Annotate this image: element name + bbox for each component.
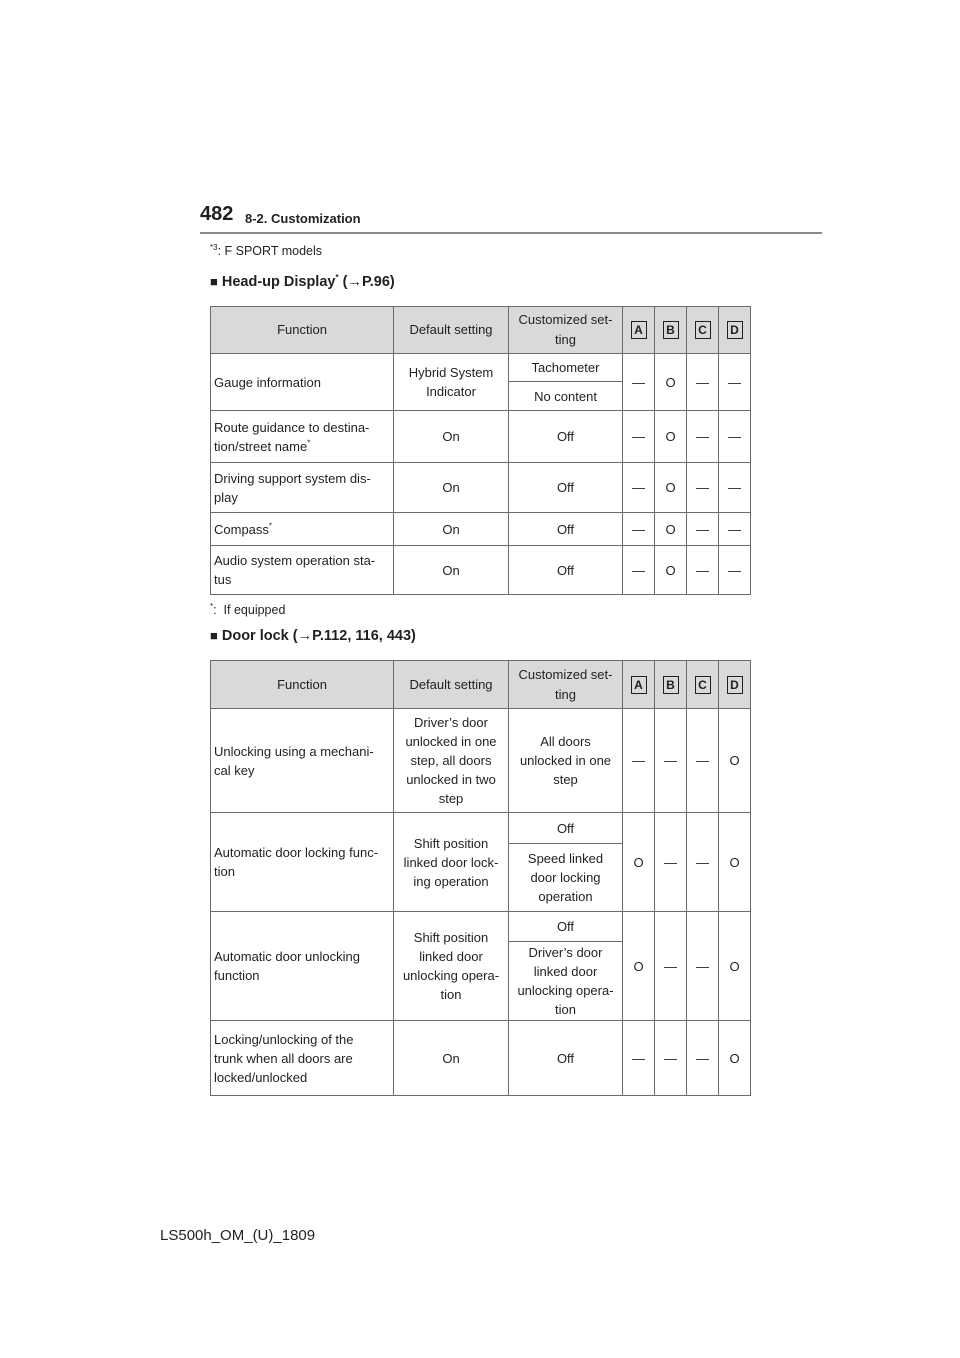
cell-function: [211, 411, 394, 463]
cell-default: Shift position linked door lock- ing operation: [394, 813, 509, 912]
cell-mark-c: —: [687, 546, 719, 595]
cell-custom: Off: [509, 546, 623, 595]
cell-mark-c: —: [687, 709, 719, 813]
cell-custom: Off: [509, 513, 623, 546]
boxed-letter-d: D: [727, 676, 743, 694]
cell-function: Audio system operation sta- tus: [211, 546, 394, 595]
boxed-letter-d: D: [727, 321, 743, 339]
cell-mark-b: —: [655, 912, 687, 1021]
header-default-setting: Default setting: [394, 307, 509, 354]
door-lock-table: [210, 660, 751, 1096]
cell-mark-a: —: [623, 354, 655, 411]
cell-function: Driving support system dis- play: [211, 463, 394, 513]
cell-custom: Speed linked door locking operation: [509, 844, 623, 912]
boxed-letter-c: C: [695, 321, 711, 339]
cell-default: Shift position linked door unlocking opera- tion: [394, 912, 509, 1021]
header-function: Function: [211, 307, 394, 354]
cell-custom: Off: [509, 411, 623, 463]
cell-function: Automatic door locking func- tion: [211, 813, 394, 912]
cell-default: Driver’s door unlocked in one step, all doors unlocked in two step: [394, 709, 509, 813]
if-equipped-footnote: [210, 603, 285, 617]
cell-mark-a: —: [623, 411, 655, 463]
cell-mark-d: O: [719, 813, 751, 912]
table-header-row: [211, 661, 751, 709]
cell-mark-d: O: [719, 1021, 751, 1096]
cell-mark-c: —: [687, 1021, 719, 1096]
function-sup: *: [268, 521, 273, 531]
cell-mark-d: —: [719, 463, 751, 513]
cell-custom: Off: [509, 912, 623, 942]
cell-mark-a: —: [623, 709, 655, 813]
header-a: [623, 661, 655, 709]
cell-default: On: [394, 513, 509, 546]
cell-mark-d: O: [719, 912, 751, 1021]
cell-custom: Off: [509, 463, 623, 513]
function-text: Route guidance to destina- tion/street name: [214, 419, 370, 454]
heading-sup: *: [335, 273, 339, 283]
cell-function: Automatic door unlocking function: [211, 912, 394, 1021]
cell-function: Unlocking using a mechani- cal key: [211, 709, 394, 813]
function-text: Compass: [214, 521, 269, 537]
cell-mark-b: O: [655, 463, 687, 513]
table-row: [211, 813, 751, 844]
footnote-mark: *3: [210, 242, 218, 252]
door-lock-heading: [210, 628, 416, 644]
cell-mark-c: —: [687, 411, 719, 463]
footnote-text: : F SPORT models: [217, 244, 322, 258]
header-rule: [200, 232, 822, 234]
cell-mark-a: —: [623, 513, 655, 546]
header-d: [719, 661, 751, 709]
head-up-display-table: [210, 306, 751, 595]
table-row: [211, 709, 751, 813]
table-row: [211, 546, 751, 595]
table-row: [211, 1021, 751, 1096]
table-header-row: [211, 307, 751, 354]
footnote-text: : If equipped: [213, 603, 286, 617]
header-a: [623, 307, 655, 354]
cell-custom: Off: [509, 813, 623, 844]
cell-mark-b: —: [655, 709, 687, 813]
cell-mark-a: —: [623, 1021, 655, 1096]
header-c: [687, 307, 719, 354]
cell-custom: No content: [509, 382, 623, 411]
header-default-setting: Default setting: [394, 661, 509, 709]
cell-mark-a: —: [623, 463, 655, 513]
top-footnote: [210, 244, 322, 258]
square-bullet-icon: ■: [210, 628, 218, 643]
cell-mark-d: —: [719, 546, 751, 595]
table-row: [211, 354, 751, 382]
cell-mark-d: —: [719, 513, 751, 546]
table-row: [211, 912, 751, 942]
cell-default: On: [394, 411, 509, 463]
square-bullet-icon: ■: [210, 274, 218, 289]
cell-mark-d: —: [719, 411, 751, 463]
cell-mark-b: —: [655, 813, 687, 912]
cell-default: On: [394, 1021, 509, 1096]
cell-custom: Driver’s door linked door unlocking opera- tion: [509, 942, 623, 1021]
cell-default: On: [394, 546, 509, 595]
cell-mark-b: O: [655, 546, 687, 595]
boxed-letter-b: B: [663, 676, 679, 694]
boxed-letter-a: A: [631, 676, 647, 694]
cell-mark-d: O: [719, 709, 751, 813]
cell-function: [211, 513, 394, 546]
header-d: [719, 307, 751, 354]
heading-page-ref: (→P.112, 116, 443): [288, 628, 416, 644]
heading-page-ref: (→P.96): [338, 274, 395, 290]
header-b: [655, 307, 687, 354]
header-customized-setting: Customized set- ting: [509, 661, 623, 709]
cell-default: On: [394, 463, 509, 513]
cell-mark-a: —: [623, 546, 655, 595]
function-sup: *: [307, 438, 311, 448]
cell-custom: All doors unlocked in one step: [509, 709, 623, 813]
table-row: [211, 513, 751, 546]
cell-mark-a: O: [623, 912, 655, 1021]
cell-function: Locking/unlocking of the trunk when all doors are locked/unlocked: [211, 1021, 394, 1096]
header-b: [655, 661, 687, 709]
cell-custom: Off: [509, 1021, 623, 1096]
boxed-letter-c: C: [695, 676, 711, 694]
cell-mark-a: O: [623, 813, 655, 912]
cell-default: Hybrid System Indicator: [394, 354, 509, 411]
cell-function: Gauge information: [211, 354, 394, 411]
boxed-letter-b: B: [663, 321, 679, 339]
cell-mark-b: O: [655, 513, 687, 546]
section-heading: 8-2. Customization: [245, 211, 361, 226]
cell-mark-c: —: [687, 813, 719, 912]
header-customized-setting: Customized set- ting: [509, 307, 623, 354]
cell-mark-c: —: [687, 463, 719, 513]
cell-mark-c: —: [687, 912, 719, 1021]
heading-title: Head-up Display: [221, 274, 336, 290]
boxed-letter-a: A: [631, 321, 647, 339]
cell-mark-c: —: [687, 354, 719, 411]
footnote-mark: *: [210, 601, 214, 611]
cell-mark-b: —: [655, 1021, 687, 1096]
page-number: 482: [200, 203, 234, 225]
cell-mark-b: O: [655, 354, 687, 411]
header-c: [687, 661, 719, 709]
cell-mark-b: O: [655, 411, 687, 463]
head-up-display-heading: [210, 274, 395, 290]
table-row: [211, 463, 751, 513]
header-function: Function: [211, 661, 394, 709]
heading-title: Door lock: [221, 628, 289, 644]
table-row: [211, 411, 751, 463]
cell-mark-d: —: [719, 354, 751, 411]
cell-custom: Tachometer: [509, 354, 623, 382]
document-id-footer: LS500h_OM_(U)_1809: [160, 1227, 316, 1244]
cell-mark-c: —: [687, 513, 719, 546]
